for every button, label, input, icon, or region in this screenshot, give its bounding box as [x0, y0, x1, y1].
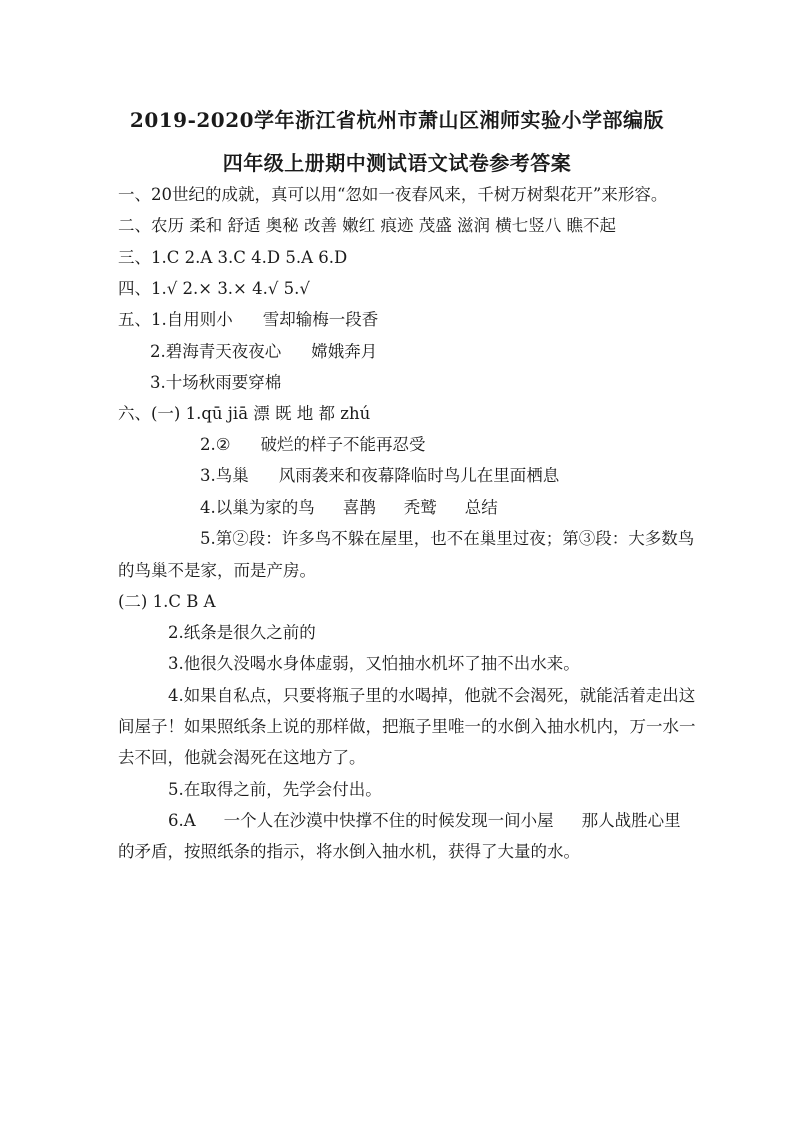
answer-section-5-item-3: 3.十场秋雨要穿棉: [150, 373, 282, 392]
answer-section-6-part-2-item-4-line-1: 4.如果自私点，只要将瓶子里的水喝掉，他就不会渴死，就能活着走出这: [168, 686, 696, 705]
answer-text: 总结: [464, 498, 498, 517]
answer-section-6-part-1-item-1: 六、(一) 1.qū jiā 漂 既 地 都 zhú: [118, 404, 371, 423]
answer-section-1: 一、20世纪的成就，真可以用“忽如一夜春风来，千树万树梨花开”来形容。: [118, 185, 668, 204]
answer-text: 喜鹊: [342, 498, 376, 517]
document-title-line2: 四年级上册期中测试语文试卷参考答案: [222, 151, 572, 175]
answer-section-6-part-2-item-1: (二) 1.C B A: [118, 592, 216, 611]
answer-section-6-part-2-item-2: 2.纸条是很久之前的: [168, 623, 316, 642]
answer-text: 3.鸟巢: [200, 466, 249, 485]
answer-section-6-part-2-item-6-line-1: [168, 809, 681, 833]
answer-section-6-part-2-item-4-line-2: 间屋子！如果照纸条上说的那样做，把瓶子里唯一的水倒入抽水机内，万一水一: [118, 717, 696, 736]
answer-text: 6.A: [168, 811, 196, 830]
answer-text: 一个人在沙漠中快撑不住的时候发现一间小屋: [223, 811, 554, 830]
answer-text: 风雨袭来和夜幕降临时鸟儿在里面栖息: [278, 466, 560, 485]
answer-text: 那人战胜心里: [581, 811, 681, 830]
answer-text: 嫦娥奔月: [311, 342, 378, 361]
answer-section-6-part-1-item-2: [200, 433, 426, 457]
answer-section-6-part-2-item-3: 3.他很久没喝水身体虚弱，又怕抽水机坏了抽不出水来。: [168, 654, 580, 673]
answer-section-4: 四、1.√ 2.× 3.× 4.√ 5.√: [118, 279, 310, 298]
document-title-line1: 2019-2020学年浙江省杭州市萧山区湘师实验小学部编版: [129, 108, 665, 132]
answer-text: 雪却输梅一段香: [262, 310, 379, 329]
answer-text: 4.以巢为家的鸟: [200, 498, 315, 517]
answer-section-5-item-1: [118, 308, 378, 332]
answer-section-5-item-2: [150, 340, 377, 364]
answer-section-6-part-1-item-5-line-1: 5.第②段：许多鸟不躲在屋里，也不在巢里过夜；第③段：大多数鸟: [200, 529, 695, 548]
answer-text: 破烂的样子不能再忍受: [260, 435, 426, 454]
answer-text: 秃鹫: [403, 498, 437, 517]
answer-section-3: 三、1.C 2.A 3.C 4.D 5.A 6.D: [118, 248, 348, 267]
answer-section-2: 二、农历 柔和 舒适 奥秘 改善 嫩红 痕迹 茂盛 滋润 横七竖八 瞧不起: [118, 216, 616, 235]
answer-section-6-part-1-item-5-line-2: 的鸟巢不是家，而是产房。: [118, 561, 316, 580]
answer-text: 2.②: [200, 435, 231, 454]
answer-section-6-part-1-item-4: [200, 496, 498, 520]
answer-section-6-part-2-item-5: 5.在取得之前，先学会付出。: [168, 780, 382, 799]
answer-text: 五、1.自用则小: [118, 310, 233, 329]
answer-section-6-part-2-item-4-line-3: 去不回，他就会渴死在这地方了。: [118, 748, 366, 767]
answer-section-6-part-2-item-6-line-2: 的矛盾，按照纸条的指示，将水倒入抽水机，获得了大量的水。: [118, 842, 580, 861]
answer-text: 2.碧海青天夜夜心: [150, 342, 282, 361]
answer-section-6-part-1-item-3: [200, 464, 559, 488]
